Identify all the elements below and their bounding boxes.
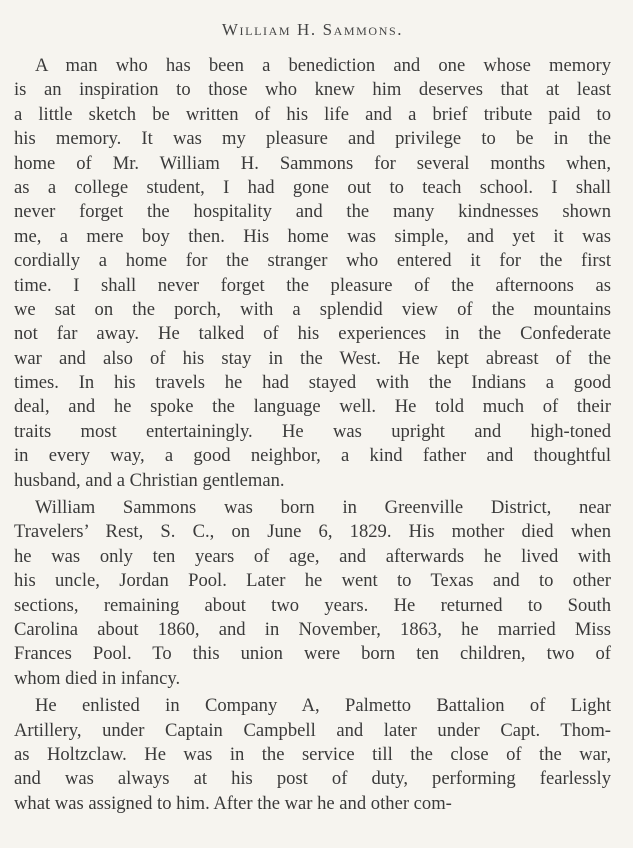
- text-line: what was assigned to him. After the war he and other com-: [14, 792, 452, 814]
- text-line: A man who has been a benediction and one whose memory: [35, 55, 611, 76]
- text-line: is an inspiration to those who knew him deserves that at least: [14, 79, 611, 101]
- text-line: Carolina about 1860, and in November, 1863, he married Miss: [14, 618, 611, 640]
- text-line: we sat on the porch, with a splendid view of the mountains: [14, 298, 611, 320]
- text-line: sections, remaining about two years. He returned to South: [14, 594, 611, 616]
- text-line: as a college student, I had gone out to teach school. I shall: [14, 176, 611, 198]
- text-line: and was always at his post of duty, performing fearlessly: [14, 768, 611, 790]
- text-line: war and also of his stay in the West. He kept abreast of the: [14, 347, 611, 369]
- text-line: never forget the hospitality and the many kindnesses shown: [14, 201, 611, 223]
- text-line: a little sketch be written of his life and a brief tribute paid to: [14, 103, 611, 125]
- text-line: in every way, a good neighbor, a kind father and thoughtful: [14, 445, 611, 467]
- text-line: his memory. It was my pleasure and privilege to be in the: [14, 128, 611, 150]
- text-line: whom died in infancy.: [14, 667, 181, 689]
- text-line: home of Mr. William H. Sammons for several months when,: [14, 152, 611, 174]
- text-line: He enlisted in Company A, Palmetto Battalion of Light: [35, 695, 611, 717]
- text-line: Travelers’ Rest, S. C., on June 6, 1829. His mother died when: [14, 521, 611, 543]
- text-line: his uncle, Jordan Pool. Later he went to Texas and to other: [14, 570, 611, 592]
- text-line: he was only ten years of age, and afterwards he lived with: [14, 545, 611, 567]
- text-line: Frances Pool. To this union were born ten children, two of: [14, 643, 611, 665]
- text-line: time. I shall never forget the pleasure of the afternoons as: [14, 274, 611, 296]
- text-line: deal, and he spoke the language well. He told much of their: [14, 396, 611, 418]
- text-line: cordially a home for the stranger who entered it for the first: [14, 250, 611, 272]
- text-line: me, a mere boy then. His home was simple, and yet it was: [14, 225, 611, 247]
- paragraph: [14, 694, 611, 816]
- text-line: as Holtzclaw. He was in the service till the close of the war,: [14, 743, 611, 765]
- paragraph: [14, 496, 611, 691]
- paragraph: [14, 54, 611, 493]
- text-line: not far away. He talked of his experiences in the Confederate: [14, 323, 611, 345]
- text-line: Artillery, under Captain Campbell and later under Capt. Thom-: [14, 719, 611, 741]
- document-body: [14, 54, 611, 816]
- page-title: William H. Sammons.: [221, 20, 404, 39]
- text-line: traits most entertainingly. He was upright and high-toned: [14, 420, 611, 442]
- text-line: husband, and a Christian gentleman.: [14, 469, 285, 491]
- text-line: times. In his travels he had stayed with the Indians a good: [14, 372, 611, 394]
- text-line: William Sammons was born in Greenville District, near: [35, 497, 611, 519]
